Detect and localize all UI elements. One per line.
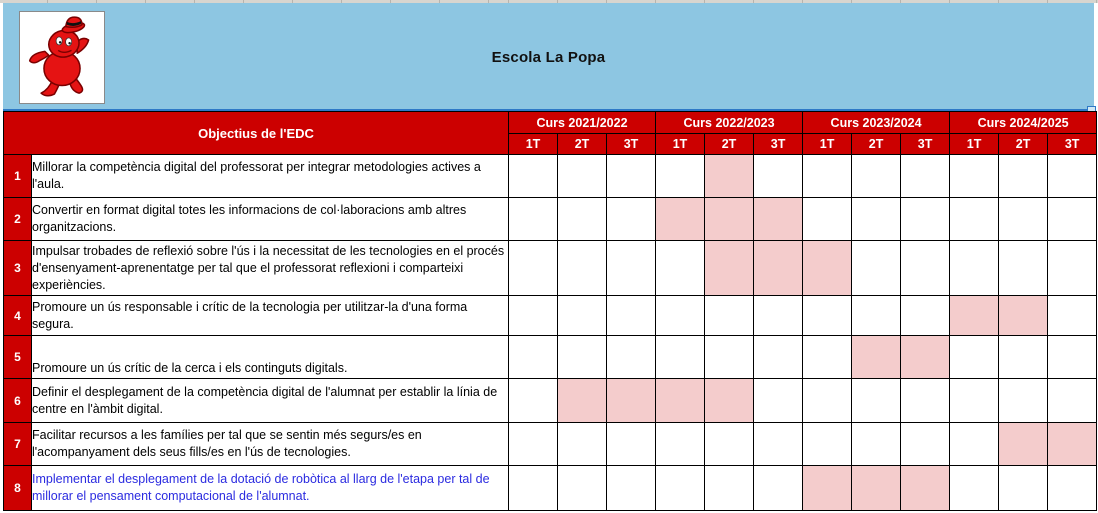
grid-cell-2021-2022-2T[interactable] — [558, 296, 607, 336]
grid-cell-2023-2024-3T[interactable] — [901, 296, 950, 336]
grid-cell-2022-2023-3T[interactable] — [754, 423, 803, 466]
grid-cell-2024-2025-1T[interactable] — [950, 466, 999, 511]
objective-row-6 — [4, 379, 1097, 423]
grid-cell-2024-2025-1T[interactable] — [950, 423, 999, 466]
grid-cell-2021-2022-2T[interactable] — [558, 466, 607, 511]
page-title: Escola La Popa — [491, 49, 606, 66]
grid-cell-2022-2023-3T[interactable] — [754, 155, 803, 198]
grid-cell-2024-2025-2T[interactable] — [999, 379, 1048, 423]
grid-cell-2023-2024-1T[interactable] — [803, 296, 852, 336]
year-header-2024-2025: Curs 2024/2025 — [950, 112, 1097, 134]
term-header-2023-2024-2T: 2T — [852, 134, 901, 155]
grid-cell-2022-2023-3T[interactable] — [754, 466, 803, 511]
objective-number: 3 — [4, 241, 32, 296]
grid-cell-2022-2023-1T[interactable] — [656, 155, 705, 198]
grid-cell-2021-2022-3T[interactable] — [607, 423, 656, 466]
grid-cell-2021-2022-3T[interactable] — [607, 379, 656, 423]
grid-cell-2021-2022-1T[interactable] — [509, 379, 558, 423]
term-header-2024-2025-2T: 2T — [999, 134, 1048, 155]
objectives-body — [4, 155, 1097, 511]
grid-cell-2024-2025-3T[interactable] — [1048, 155, 1097, 198]
grid-cell-2023-2024-2T[interactable] — [852, 423, 901, 466]
objective-number: 7 — [4, 423, 32, 466]
grid-cell-2024-2025-1T[interactable] — [950, 379, 999, 423]
grid-cell-2021-2022-1T[interactable] — [509, 296, 558, 336]
grid-cell-2024-2025-1T[interactable] — [950, 241, 999, 296]
grid-cell-2023-2024-2T[interactable] — [852, 155, 901, 198]
grid-cell-2023-2024-1T[interactable] — [803, 155, 852, 198]
grid-cell-2022-2023-1T[interactable] — [656, 423, 705, 466]
grid-cell-2021-2022-3T[interactable] — [607, 198, 656, 241]
grid-cell-2022-2023-2T[interactable] — [705, 379, 754, 423]
grid-cell-2022-2023-1T[interactable] — [656, 241, 705, 296]
grid-cell-2024-2025-2T[interactable] — [999, 423, 1048, 466]
grid-cell-2023-2024-2T[interactable] — [852, 379, 901, 423]
grid-cell-2023-2024-1T[interactable] — [803, 241, 852, 296]
year-header-2021-2022: Curs 2021/2022 — [509, 112, 656, 134]
grid-cell-2021-2022-1T[interactable] — [509, 241, 558, 296]
grid-cell-2022-2023-1T[interactable] — [656, 198, 705, 241]
objective-number: 6 — [4, 379, 32, 423]
objective-text[interactable]: Promoure un ús responsable i crític de la tecnologia per utilitzar-la d'una forma segura. — [32, 296, 509, 336]
grid-cell-2023-2024-2T[interactable] — [852, 198, 901, 241]
grid-cell-2021-2022-3T[interactable] — [607, 466, 656, 511]
grid-cell-2024-2025-2T[interactable] — [999, 241, 1048, 296]
grid-cell-2024-2025-2T[interactable] — [999, 296, 1048, 336]
grid-cell-2023-2024-1T[interactable] — [803, 336, 852, 379]
grid-cell-2021-2022-3T[interactable] — [607, 336, 656, 379]
term-header-2023-2024-1T: 1T — [803, 134, 852, 155]
objective-row-5 — [4, 336, 1097, 379]
grid-cell-2023-2024-2T[interactable] — [852, 336, 901, 379]
objective-text[interactable]: Implementar el desplegament de la dotació de robòtica al llarg de l'etapa per tal de millorar el pensament computacional de l'alumnat. — [32, 466, 509, 511]
year-header-row — [4, 112, 1097, 134]
year-header-2022-2023: Curs 2022/2023 — [656, 112, 803, 134]
grid-cell-2021-2022-2T[interactable] — [558, 423, 607, 466]
grid-cell-2022-2023-1T[interactable] — [656, 336, 705, 379]
objective-text[interactable]: Convertir en format digital totes les informacions de col·laboracions amb altres organitzacions. — [32, 198, 509, 241]
objective-row-2 — [4, 198, 1097, 241]
objective-row-4 — [4, 296, 1097, 336]
grid-cell-2022-2023-2T[interactable] — [705, 423, 754, 466]
grid-cell-2024-2025-3T[interactable] — [1048, 379, 1097, 423]
grid-cell-2021-2022-1T[interactable] — [509, 466, 558, 511]
grid-cell-2024-2025-3T[interactable] — [1048, 423, 1097, 466]
term-header-2022-2023-1T: 1T — [656, 134, 705, 155]
grid-cell-2022-2023-3T[interactable] — [754, 336, 803, 379]
grid-cell-2022-2023-2T[interactable] — [705, 241, 754, 296]
grid-cell-2021-2022-2T[interactable] — [558, 198, 607, 241]
grid-cell-2023-2024-1T[interactable] — [803, 466, 852, 511]
grid-cell-2021-2022-2T[interactable] — [558, 241, 607, 296]
objective-row-1 — [4, 155, 1097, 198]
grid-cell-2024-2025-2T[interactable] — [999, 466, 1048, 511]
grid-cell-2024-2025-2T[interactable] — [999, 155, 1048, 198]
grid-cell-2023-2024-3T[interactable] — [901, 423, 950, 466]
objective-number: 2 — [4, 198, 32, 241]
grid-cell-2023-2024-3T[interactable] — [901, 241, 950, 296]
grid-cell-2023-2024-1T[interactable] — [803, 198, 852, 241]
term-header-2022-2023-3T: 3T — [754, 134, 803, 155]
objectives-header: Objectius de l'EDC — [4, 112, 509, 155]
objective-text[interactable]: Impulsar trobades de reflexió sobre l'ús i la necessitat de les tecnologies en el procés d'ensenyament-aprenentatge per tal que el professorat reflexioni i comparteixi experiències. — [32, 241, 509, 296]
objective-text[interactable]: Millorar la competència digital del professorat per integrar metodologies actives a l'aula. — [32, 155, 509, 198]
grid-cell-2022-2023-2T[interactable] — [705, 466, 754, 511]
grid-cell-2024-2025-3T[interactable] — [1048, 296, 1097, 336]
grid-cell-2024-2025-1T[interactable] — [950, 336, 999, 379]
grid-cell-2022-2023-3T[interactable] — [754, 198, 803, 241]
term-header-2022-2023-2T: 2T — [705, 134, 754, 155]
grid-cell-2023-2024-3T[interactable] — [901, 198, 950, 241]
objective-text[interactable]: Facilitar recursos a les famílies per tal que se sentin més segurs/es en l'acompanyament dels seus fills/es en l'ús de tecnologies. — [32, 423, 509, 466]
grid-cell-2024-2025-2T[interactable] — [999, 336, 1048, 379]
grid-cell-2024-2025-2T[interactable] — [999, 198, 1048, 241]
grid-cell-2023-2024-2T[interactable] — [852, 466, 901, 511]
grid-cell-2023-2024-3T[interactable] — [901, 155, 950, 198]
grid-cell-2022-2023-2T[interactable] — [705, 336, 754, 379]
grid-cell-2022-2023-3T[interactable] — [754, 379, 803, 423]
objective-text[interactable]: Definir el desplegament de la competència digital de l'alumnat per establir la línia de centre en l'àmbit digital. — [32, 379, 509, 423]
grid-cell-2021-2022-3T[interactable] — [607, 155, 656, 198]
header-banner — [3, 3, 1094, 111]
grid-cell-2021-2022-2T[interactable] — [558, 336, 607, 379]
grid-cell-2024-2025-3T[interactable] — [1048, 336, 1097, 379]
grid-cell-2023-2024-3T[interactable] — [901, 466, 950, 511]
term-header-2021-2022-3T: 3T — [607, 134, 656, 155]
grid-cell-2022-2023-3T[interactable] — [754, 241, 803, 296]
objective-row-3 — [4, 241, 1097, 296]
grid-cell-2022-2023-1T[interactable] — [656, 379, 705, 423]
objective-text[interactable]: Promoure un ús crític de la cerca i els continguts digitals. — [32, 336, 509, 379]
grid-cell-2021-2022-1T[interactable] — [509, 155, 558, 198]
grid-cell-2024-2025-3T[interactable] — [1048, 198, 1097, 241]
grid-cell-2023-2024-3T[interactable] — [901, 379, 950, 423]
grid-cell-2023-2024-3T[interactable] — [901, 336, 950, 379]
term-header-2021-2022-1T: 1T — [509, 134, 558, 155]
grid-cell-2024-2025-3T[interactable] — [1048, 241, 1097, 296]
grid-cell-2024-2025-1T[interactable] — [950, 198, 999, 241]
grid-cell-2022-2023-2T[interactable] — [705, 296, 754, 336]
grid-cell-2024-2025-1T[interactable] — [950, 155, 999, 198]
grid-cell-2022-2023-3T[interactable] — [754, 296, 803, 336]
grid-cell-2022-2023-2T[interactable] — [705, 155, 754, 198]
objective-row-8 — [4, 466, 1097, 511]
grid-cell-2021-2022-1T[interactable] — [509, 336, 558, 379]
grid-cell-2024-2025-3T[interactable] — [1048, 466, 1097, 511]
grid-cell-2023-2024-1T[interactable] — [803, 379, 852, 423]
grid-cell-2022-2023-1T[interactable] — [656, 296, 705, 336]
grid-cell-2022-2023-1T[interactable] — [656, 466, 705, 511]
grid-cell-2021-2022-2T[interactable] — [558, 155, 607, 198]
term-header-2021-2022-2T: 2T — [558, 134, 607, 155]
grid-cell-2021-2022-1T[interactable] — [509, 198, 558, 241]
objective-row-7 — [4, 423, 1097, 466]
objective-number: 5 — [4, 336, 32, 379]
grid-cell-2021-2022-1T[interactable] — [509, 423, 558, 466]
objective-number: 1 — [4, 155, 32, 198]
grid-cell-2021-2022-3T[interactable] — [607, 296, 656, 336]
edc-objectives-table — [3, 111, 1097, 511]
grid-cell-2023-2024-2T[interactable] — [852, 241, 901, 296]
grid-cell-2024-2025-1T[interactable] — [950, 296, 999, 336]
grid-cell-2021-2022-2T[interactable] — [558, 379, 607, 423]
objective-number: 8 — [4, 466, 32, 511]
term-header-2024-2025-1T: 1T — [950, 134, 999, 155]
year-header-2023-2024: Curs 2023/2024 — [803, 112, 950, 134]
objective-number: 4 — [4, 296, 32, 336]
grid-cell-2023-2024-2T[interactable] — [852, 296, 901, 336]
term-header-2023-2024-3T: 3T — [901, 134, 950, 155]
grid-cell-2021-2022-3T[interactable] — [607, 241, 656, 296]
grid-cell-2022-2023-2T[interactable] — [705, 198, 754, 241]
grid-cell-2023-2024-1T[interactable] — [803, 423, 852, 466]
term-header-2024-2025-3T: 3T — [1048, 134, 1097, 155]
